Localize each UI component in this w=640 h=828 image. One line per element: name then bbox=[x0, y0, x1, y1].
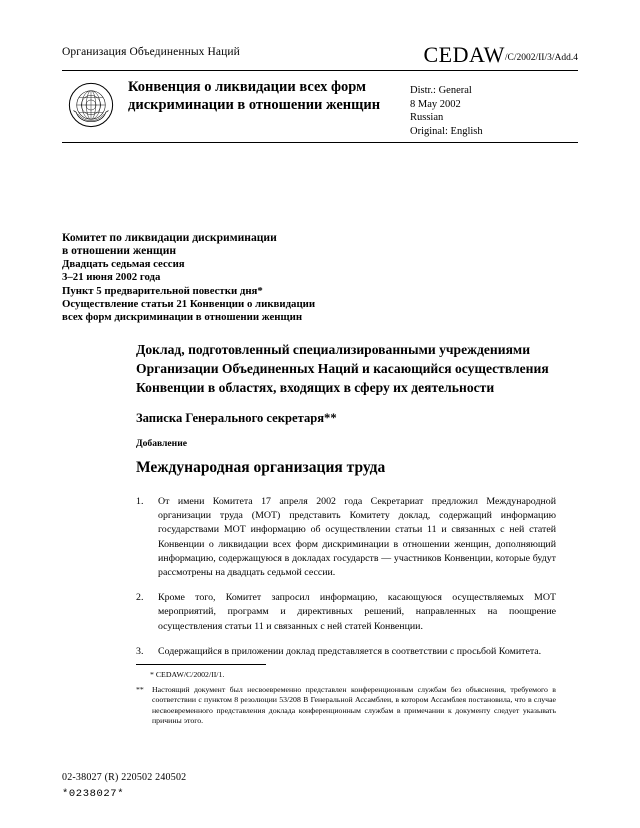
footnote-marker: * bbox=[150, 670, 154, 679]
paragraph-number: 1. bbox=[136, 496, 144, 507]
un-emblem-icon bbox=[68, 82, 114, 128]
paragraph-text: Содержащийся в приложении доклад представляется в соответствии с просьбой Комитета. bbox=[158, 645, 542, 657]
ilo-heading: Международная организация труда bbox=[136, 459, 386, 476]
agenda-item: Пункт 5 предварительной повестки дня* bbox=[62, 284, 263, 297]
distribution-type: Distr.: General bbox=[410, 85, 472, 96]
document-body bbox=[136, 340, 556, 670]
document-symbol: /C/2002/II/3/Add.4 bbox=[504, 53, 578, 63]
convention-title: Конвенция о ликвидации всех форм дискриминации в отношении женщин bbox=[128, 79, 381, 113]
document-footer bbox=[62, 772, 578, 800]
paragraph bbox=[136, 495, 556, 580]
job-number: 02-38027 (R) 220502 240502 bbox=[62, 772, 187, 783]
committee-name-line2: в отношении женщин bbox=[62, 244, 177, 258]
distribution-block bbox=[410, 84, 580, 138]
agenda-subject-line1: Осуществление статьи 21 Конвенции о ликвидации bbox=[62, 298, 316, 311]
committee-block bbox=[62, 231, 462, 325]
addendum-label: Добавление bbox=[136, 438, 187, 449]
cedaw-wordmark: CEDAW bbox=[423, 42, 505, 67]
document-original-language: Original: English bbox=[410, 125, 483, 137]
report-title: Доклад, подготовленный специализированными учреждениями Организации Объединенных Наций и касающийся осуществления Конвенции в областях, входящих в сферу их деятельности bbox=[136, 342, 549, 395]
footnote-text: Настоящий документ был несвоевременно представлен конференционным службам без объяснения, требуемого в соответствии с пунктом 8 резолюции 53/208 B Генеральной Ассамблеи, в котором Ассамблея постановила, что в случае несвоевременного представления доклада конференционным службам в примечании к документу следует указывать причины этого. bbox=[152, 684, 556, 726]
paragraph-number: 3. bbox=[136, 645, 144, 657]
barcode-text: *0238027* bbox=[62, 788, 125, 800]
paragraph bbox=[136, 591, 556, 634]
document-language: Russian bbox=[410, 112, 444, 123]
paragraph-number: 2. bbox=[136, 592, 144, 604]
committee-name-line1: Комитет по ликвидации дискриминации bbox=[62, 231, 277, 244]
paragraph-text: От имени Комитета 17 апреля 2002 года Секретариат предложил Международной организации труда (МОТ) представить Комитету доклад, содержащий информацию государствами МОТ информацию об осуществлении статьи 11 и связанных с ней статей Конвенции о ликвидации всех форм дискриминации в отношении женщин, дополняющий информацию, содержащуюся в докладах государств — участников Конвенции, которые будут рассмотрены на двадцать седьмой сессии. bbox=[158, 496, 556, 579]
masthead bbox=[62, 70, 578, 142]
footnotes-block bbox=[136, 670, 556, 731]
footnote bbox=[136, 685, 556, 727]
masthead-rule-bottom bbox=[62, 142, 578, 143]
paragraph-text: Кроме того, Комитет запросил информацию, касающуюся осуществляемых МОТ мероприятий, программ и директивных решений, направленных на поощрение осуществления статьи 11 и связанных с ней статей Конвенции. bbox=[158, 592, 556, 632]
note-by-secretary-general: Записка Генерального секретаря** bbox=[136, 411, 337, 425]
document-date: 8 May 2002 bbox=[410, 98, 461, 110]
masthead-rule-top bbox=[62, 70, 578, 71]
agenda-subject-line2: всех форм дискриминации в отношении женщин bbox=[62, 311, 303, 324]
document-header bbox=[62, 42, 578, 67]
session-dates: 3–21 июня 2002 года bbox=[62, 271, 161, 284]
session-number: Двадцать седьмая сессия bbox=[62, 257, 185, 270]
footnote-separator bbox=[136, 664, 266, 665]
document-symbol-row bbox=[424, 42, 579, 68]
organization-name: Организация Объединенных Наций bbox=[62, 46, 240, 58]
paragraph bbox=[136, 645, 556, 659]
footnote-text: CEDAW/C/2002/II/1. bbox=[155, 670, 225, 679]
footnote-marker: ** bbox=[136, 684, 144, 694]
footnote bbox=[136, 670, 556, 681]
